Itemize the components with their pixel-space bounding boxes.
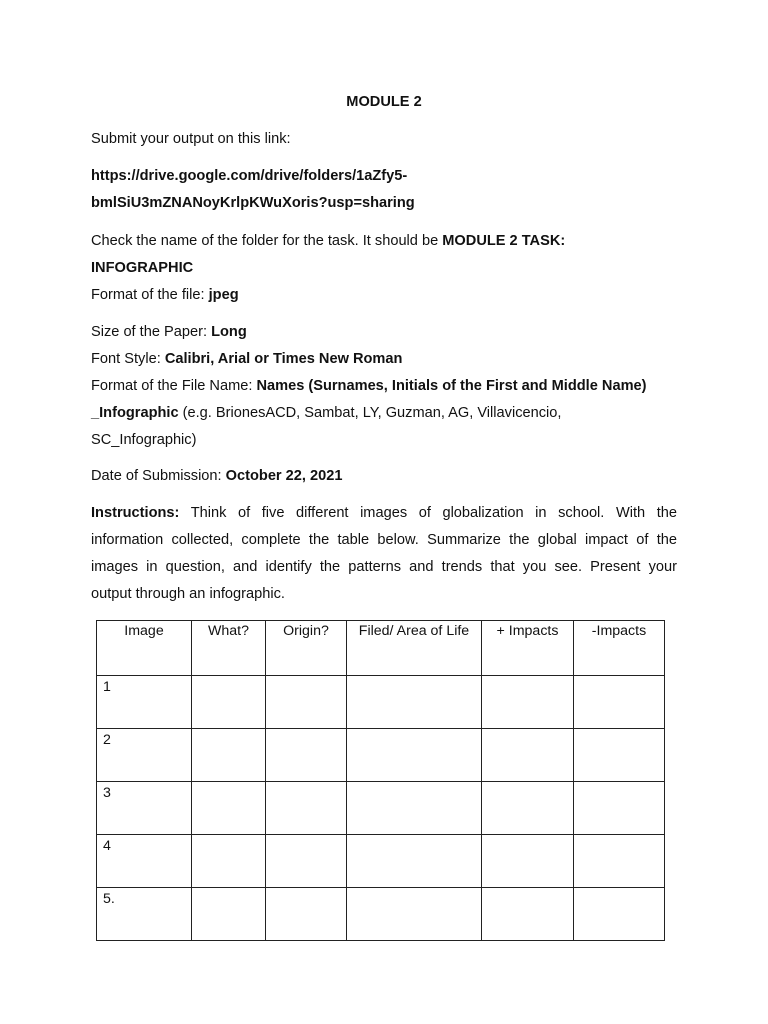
file-name-suffix: _Infographic [91, 405, 179, 421]
header-field-area-of-life: Filed/ Area of Life [347, 621, 482, 676]
table-cell[interactable] [266, 888, 347, 941]
font-style-label: Font Style: [91, 351, 165, 367]
instructions-label: Instructions: [91, 505, 180, 521]
table-cell[interactable] [347, 888, 482, 941]
header-what: What? [192, 621, 266, 676]
table-cell[interactable] [192, 676, 266, 729]
file-format-line [91, 286, 239, 304]
table-row [97, 676, 665, 729]
table-cell[interactable] [192, 888, 266, 941]
folder-instruction [91, 232, 565, 250]
file-name-line-2 [91, 404, 561, 422]
font-style-value: Calibri, Arial or Times New Roman [164, 351, 403, 367]
header-image: Image [97, 621, 192, 676]
table-row [97, 888, 665, 941]
table-row [97, 835, 665, 888]
file-name-line [91, 377, 647, 395]
table-cell[interactable] [266, 729, 347, 782]
submit-instruction: Submit your output on this link: [91, 131, 291, 147]
table-cell[interactable] [574, 729, 665, 782]
header-positive-impacts: + Impacts [482, 621, 574, 676]
instructions-line-1 [91, 504, 677, 522]
table-cell[interactable] [192, 835, 266, 888]
table-cell[interactable] [192, 729, 266, 782]
table-cell[interactable] [574, 782, 665, 835]
table-cell[interactable] [482, 729, 574, 782]
row-number: 1 [97, 676, 192, 729]
row-number: 5. [97, 888, 192, 941]
file-format-value: jpeg [208, 287, 239, 303]
instructions-line-2: information collected, complete the table below. Summarize the global impact of the [91, 532, 677, 548]
row-number: 4 [97, 835, 192, 888]
instructions-line-4: output through an infographic. [91, 586, 285, 602]
submission-date-line [91, 467, 342, 485]
paper-size-line [91, 323, 247, 341]
file-name-example: (e.g. BrionesACD, Sambat, LY, Guzman, AG, Villavicencio, [178, 405, 562, 421]
table-cell[interactable] [347, 729, 482, 782]
page-title: MODULE 2 [346, 94, 422, 110]
table-cell[interactable] [347, 835, 482, 888]
table-cell[interactable] [192, 782, 266, 835]
globalization-table [96, 620, 665, 941]
table-cell[interactable] [574, 835, 665, 888]
file-format-label: Format of the file: [91, 287, 209, 303]
table-row [97, 729, 665, 782]
table-cell[interactable] [482, 782, 574, 835]
row-number: 3 [97, 782, 192, 835]
instructions-line-3: images in question, and identify the patterns and trends that you see. Present your [91, 559, 677, 575]
folder-instruction-text: Check the name of the folder for the task. It should be [91, 233, 443, 249]
folder-name-part-2: INFOGRAPHIC [91, 260, 194, 276]
table-row [97, 782, 665, 835]
table-cell[interactable] [347, 782, 482, 835]
table-cell[interactable] [347, 676, 482, 729]
submission-date-label: Date of Submission: [91, 468, 226, 484]
submission-link-line-1[interactable]: https://drive.google.com/drive/folders/1aZfy5- [91, 168, 408, 184]
table-cell[interactable] [574, 888, 665, 941]
file-name-value: Names (Surnames, Initials of the First and Middle Name) [256, 378, 647, 394]
table-cell[interactable] [266, 676, 347, 729]
paper-size-label: Size of the Paper: [91, 324, 212, 340]
table-cell[interactable] [482, 835, 574, 888]
instructions-text-1: Think of five different images of globalization in school. With the [179, 505, 677, 521]
file-name-example-cont: SC_Infographic) [91, 432, 197, 448]
table-cell[interactable] [482, 888, 574, 941]
font-style-line [91, 350, 402, 368]
paper-size-value: Long [211, 324, 247, 340]
table-cell[interactable] [266, 782, 347, 835]
table-cell[interactable] [482, 676, 574, 729]
row-number: 2 [97, 729, 192, 782]
table-header-row [97, 621, 665, 676]
file-name-label: Format of the File Name: [91, 378, 257, 394]
header-negative-impacts: -Impacts [574, 621, 665, 676]
header-origin: Origin? [266, 621, 347, 676]
submission-link-line-2[interactable]: bmlSiU3mZNANoyKrlpKWuXoris?usp=sharing [91, 195, 415, 211]
table-cell[interactable] [266, 835, 347, 888]
folder-name-part-1: MODULE 2 TASK: [442, 233, 566, 249]
submission-date-value: October 22, 2021 [225, 468, 343, 484]
table-cell[interactable] [574, 676, 665, 729]
